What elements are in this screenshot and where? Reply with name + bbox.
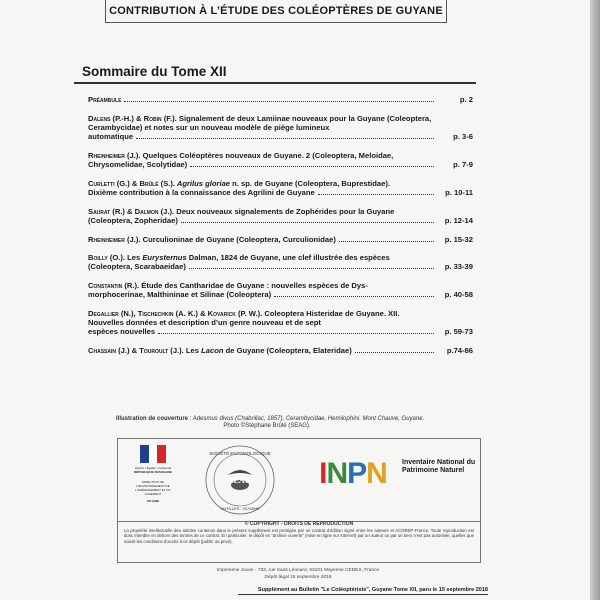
leader-dots: [318, 194, 434, 195]
republique-francaise-logo: [128, 443, 178, 517]
cover-label: Illustration de couverture: [116, 416, 189, 422]
partner-logos: [117, 438, 481, 522]
toc-entry: [88, 309, 473, 337]
entry-page: p. 10-11: [445, 187, 473, 197]
entry-authors: Constantin (R.).: [88, 281, 140, 291]
marianne-flag-icon: [140, 445, 166, 463]
copyright-body: La propriété intellectuelle des articles contenus dans le présent supplément est protégée par un contrat d’édition signé entre les auteurs et ACOREP-France. Toute reproduction est donc interdite en dehors des termes de ce contrat. En particulier, le dépôt en "archive ouverte" (mise en ligne sur Internet) par un auteur ou par un tiers n’est pas autorisée, quelles que soient les conditions d’accès à ce dépôt (public ou privé).: [124, 528, 474, 544]
rf-motto: Liberté • Égalité • Fraternité: [134, 466, 172, 470]
toc-entry: [88, 207, 473, 225]
entry-page: p. 15-32: [444, 234, 473, 244]
cover-credit: [116, 416, 478, 438]
entry-title-end: automatique: [88, 132, 134, 142]
leader-dots: [355, 352, 434, 353]
supplement-note: Supplément au Bulletin "Le Coléoptériste", Guyane Tome XII, paru le 15 septembre 2018: [238, 587, 488, 595]
toc-entry: [88, 95, 473, 104]
entry-title-end: (Coleoptera, Zopheridae): [88, 215, 178, 225]
leader-dots: [189, 268, 434, 269]
entry-authors: Curletti (G.) & Brûlé (S.).: [88, 178, 176, 188]
leader-dots: [339, 241, 434, 242]
entry-title-end: morphocerinae, Malthininae et Silinae (Coleoptera): [88, 290, 272, 300]
leader-dots: [136, 138, 434, 139]
toc-entry: Boilly (O.). Les Eurysternus Dalman, 1824 de Guyane, une clef illustrée des espèces (Coleoptera, Scarabaeidae) p. 33-39: [88, 253, 473, 272]
seag-acronym: SEAG: [229, 476, 251, 485]
toc-title: Sommaire du Tome XII: [82, 64, 227, 79]
entry-authors: Chassain (J.) & Touroult (J.).: [88, 346, 184, 356]
toc-entry: [88, 281, 473, 299]
leader-dots: [181, 222, 434, 223]
entry-page: p. 33-39: [444, 262, 473, 272]
entry-title: Signalement de deux Lamiinae nouveaux pour la Guyane (Coleoptera, Cerambycidae) et notes sur un nouveau modèle de piège lumineux: [88, 113, 432, 132]
entry-title-end: Chrysomelidae, Scolytidae): [88, 160, 188, 170]
rf-place: GUYANE: [146, 499, 160, 503]
entry-title: Coleoptera Histeridae de Guyane. XII. Nouvelles données et description d’un genre nouveau et de sept: [88, 309, 400, 328]
running-header: CONTRIBUTION À L’ÉTUDE DES COLÉOPTÈRES DE GUYANE: [105, 0, 447, 23]
entry-authors: Dalens (P.-H.) & Robin (F.).: [88, 113, 177, 123]
page-edge-shadow: [590, 0, 600, 600]
entry-title: Deux nouveaux signalements de Zophérides pour la Guyane: [174, 206, 395, 216]
entry-authors: Boilly (O.).: [88, 253, 126, 263]
inpn-name: Inventaire National du Patrimoine Naturel: [402, 459, 476, 474]
entry-title: Quelques Coléoptères nouveaux de Guyane. 2 (Coleoptera, Meloidae,: [140, 150, 394, 160]
photo-credit: Photo ©Stéphane Brûlé (SEAG).: [223, 423, 311, 429]
entry-page: p. 7-9: [453, 160, 473, 170]
table-of-contents: [88, 95, 473, 365]
copyright-notice: [117, 520, 481, 563]
entry-title-end: espèces nouvelles: [88, 327, 156, 337]
entry-title: Étude des Cantharidae de Guyane : nouvelles espèces de Dys-: [139, 281, 368, 291]
rf-name: RÉPUBLIQUE FRANÇAISE: [133, 470, 172, 474]
leader-dots: [190, 166, 434, 167]
rf-department: DIRECTION DE L’ENVIRONNEMENT DE L’AMÉNAGEMENT ET DU LOGEMENT: [135, 480, 171, 496]
entry-title: n. sp. de Guyane (Coleoptera, Buprestidae).: [230, 178, 390, 188]
toc-entry: Chassain (J.) & Touroult (J.). Les Lacon de Guyane (Coleoptera, Elateridae) p.74-86: [88, 346, 473, 356]
entry-genus: Lacon: [201, 346, 224, 356]
toc-entry: [88, 114, 473, 142]
entry-title-end: Dixième contribution à la connaissance des Agrilini de Guyane: [88, 187, 315, 197]
printer-address: Imprimerie Jouve - 733, rue Saint Léonard, 53101 Mayenne CEDEX, France: [216, 568, 380, 573]
cover-caption: : Adesmus divus (Chabrillac, 1857), Cerambycidae, Hemilophini. Mont Chauve, Guyane.: [188, 416, 425, 422]
inpn-logo: I N P N: [319, 457, 387, 490]
entry-title-end: de Guyane (Coleoptera, Elateridae): [223, 346, 352, 356]
entry-genus: Eurysternus: [142, 253, 187, 263]
leader-dots: [158, 333, 434, 334]
entry-authors: Degallier (N.), Tischechkin (A. K.) & Kovarick (P. W.).: [88, 309, 263, 319]
seag-seal-logo: [201, 443, 279, 517]
toc-entry: [88, 235, 473, 244]
entry-title-end: Curculioninae de Guyane (Coleoptera, Curculionidae): [140, 234, 336, 244]
seag-top-text: SOCIÉTÉ ENTOMOLOGIQUE: [209, 451, 271, 456]
entry-authors: Saurat (R.) & Dalmon (J.).: [88, 206, 175, 216]
entry-page: p. 59-73: [444, 327, 473, 337]
entry-title: Dalman, 1824 de Guyane, une clef illustrée des espèces: [186, 253, 390, 263]
printer-info: [117, 567, 479, 581]
seag-bottom-text: ANTILLES - GUYANE: [220, 506, 260, 511]
entry-page: p. 3-6: [453, 132, 473, 142]
toc-entry: [88, 151, 473, 169]
entry-species: Agrilus gloriae: [175, 178, 231, 188]
entry-page: p. 12-14: [444, 215, 473, 225]
copyright-heading: © COPYRIGHT - DROITS DE REPRODUCTION: [244, 521, 354, 527]
title-divider: [74, 82, 476, 84]
entry-page: p. 2: [459, 95, 473, 104]
leader-dots: [124, 101, 434, 102]
leader-dots: [274, 296, 434, 297]
entry-authors: Rheinheimer (J.).: [88, 150, 141, 160]
entry-title-end: (Coleoptera, Scarabaeidae): [88, 262, 186, 272]
entry-page: p.74-86: [446, 346, 473, 356]
entry-authors: Rheinheimer (J.).: [88, 234, 141, 244]
entry-page: p. 40-58: [444, 290, 473, 300]
legal-deposit: Dépôt légal 15 septembre 2018: [264, 575, 332, 580]
toc-entry: [88, 179, 473, 197]
entry-authors: Préambule: [88, 95, 122, 104]
